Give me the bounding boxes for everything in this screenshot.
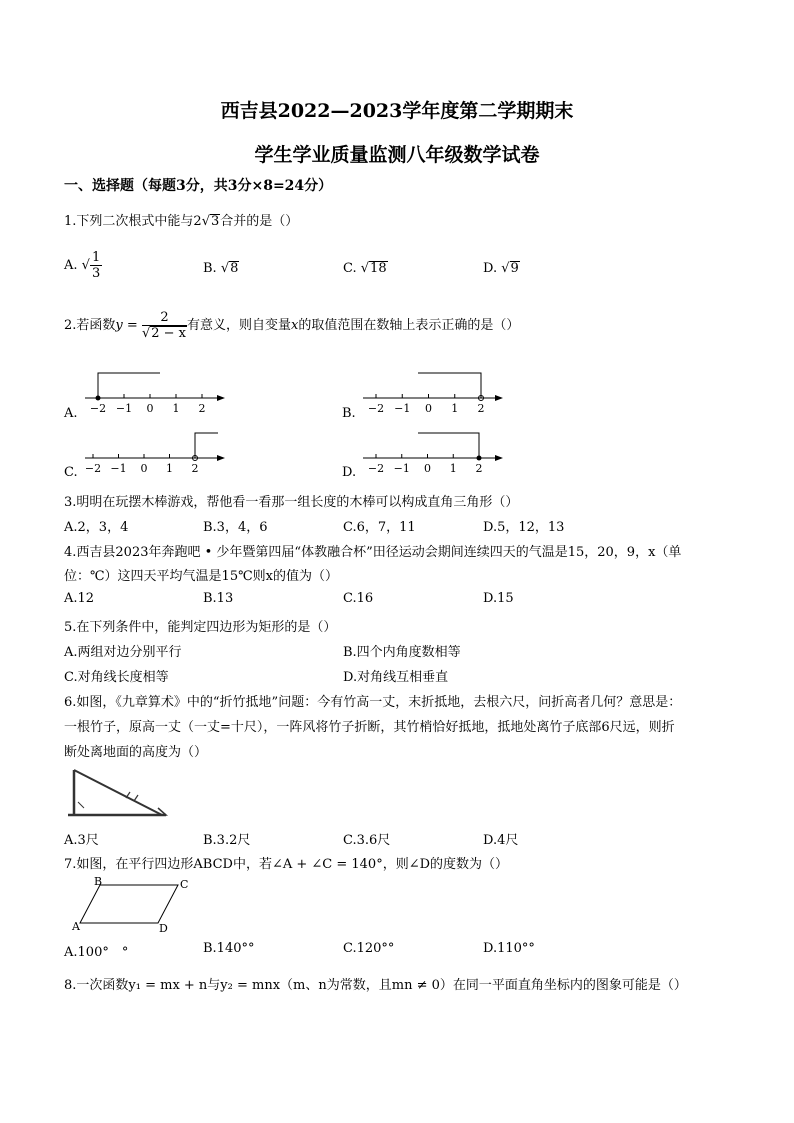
q2-a-numberline	[80, 365, 230, 420]
q5-option-c: C.对角线长度相等	[64, 670, 169, 685]
question-6-line-2: 一根竹子，原高一丈（一丈=十尺），一阵风将竹子折断，其竹梢恰好抵地，抵地处离竹子底部6尺远，则折	[64, 720, 675, 735]
tick-label: 2	[198, 402, 206, 415]
q2-var-x: x	[291, 318, 299, 333]
question-8: 8.一次函数y₁ = mx + n与y₂ = mnx（m、n为常数，且mn ≠ 0）在同一平面直角坐标内的图象可能是（）	[64, 978, 687, 993]
q3-option-c: C.6，7，11	[343, 520, 416, 535]
q1-coef: 2	[193, 214, 202, 229]
tick-label: 2	[191, 462, 199, 475]
q1-option-a: A. √ $\frac{1}{3}$	[64, 250, 101, 281]
question-6-line-1: 6.如图，《九章算术》中的“折竹抵地”问题：今有竹高一丈，末折抵地，去根六尺，问折高者几何？意思是：	[64, 695, 682, 710]
q2-fraction: $\frac{2}{√2 - x}$	[141, 310, 186, 341]
q2-b-numberline	[358, 365, 508, 420]
tick-label: 0	[425, 402, 432, 415]
bamboo-mark	[78, 802, 84, 808]
parallelogram-figure	[70, 873, 195, 935]
q7-option-c: C.120°°	[343, 941, 395, 956]
tick-label: 1	[451, 402, 459, 415]
q1-radicand: 3	[210, 214, 220, 229]
question-5: 5.在下列条件中，能判定四边形为矩形的是（）	[64, 620, 337, 635]
q1-a-label: A.	[64, 258, 78, 273]
q4-option-d: D.15	[483, 591, 514, 606]
q2-a-arrow	[217, 395, 225, 401]
q1-a-num: 1	[91, 250, 101, 265]
question-2	[64, 310, 519, 341]
q7-option-d: D.110°°	[483, 941, 535, 956]
tick-label: −2	[367, 402, 385, 415]
q5-option-a: A.两组对边分别平行	[64, 645, 182, 660]
section-heading: 一、选择题（每题3分，共3分×8=24分）	[64, 178, 333, 194]
q2-b-arrow	[495, 395, 503, 401]
tick-label: −1	[115, 402, 133, 415]
tick-label: 0	[424, 462, 431, 475]
tick-label: 0	[140, 462, 148, 475]
q2-text-1: 有意义，则自变量	[187, 318, 292, 333]
vertex-d-label: D	[159, 922, 168, 935]
q2-d-label: D.	[342, 465, 357, 480]
q6-option-c: C.3.6尺	[343, 833, 391, 848]
q2-c-bracket	[195, 433, 218, 458]
q1-c-label: C.	[343, 261, 357, 276]
q2-num: 2	[142, 310, 187, 326]
vertex-c-label: C	[180, 878, 189, 891]
q1-text-post: 合并的是（）	[220, 214, 299, 229]
q4-option-a: A.12	[64, 591, 95, 606]
q6-option-a: A.3尺	[64, 833, 99, 848]
q2-a-label: A.	[64, 406, 78, 421]
tick-label: 1	[166, 462, 173, 475]
question-7: 7.如图，在平行四边形ABCD中，若∠A + ∠C = 140°，则∠D的度数为（）	[64, 857, 509, 872]
q2-b-bracket	[418, 373, 481, 398]
title-line-2: 学生学业质量监测八年级数学试卷	[254, 144, 540, 166]
q2-text-pre: 2.若函数	[64, 318, 116, 333]
vertex-a-label: A	[72, 920, 80, 933]
q2-b-label: B.	[342, 406, 356, 421]
tick-label: −2	[89, 402, 107, 415]
q2-a-bracket	[98, 373, 160, 398]
q1-a-fraction	[90, 250, 102, 281]
question-6-line-3: 断处离地面的高度为（）	[64, 745, 208, 760]
q7-option-b: B.140°°	[203, 941, 255, 956]
q4-option-b: B.13	[203, 591, 234, 606]
q2-b-ticks	[368, 394, 485, 415]
q2-var-y: y	[115, 318, 123, 333]
q2-c-label: C.	[64, 465, 78, 480]
tick-label: 0	[146, 402, 154, 415]
q5-option-d: D.对角线互相垂直	[343, 670, 449, 685]
vertex-b-label: B	[94, 875, 103, 888]
q2-c-ticks	[85, 454, 199, 475]
question-3: 3.明明在玩摆木棒游戏，帮他看一看那一组长度的木棒可以构成直角三角形（）	[64, 495, 519, 510]
q1-d-label: D.	[483, 261, 498, 276]
q5-option-b: B.四个内角度数相等	[343, 645, 461, 660]
question-1: 1.下列二次根式中能与2√3合并的是（）	[64, 214, 299, 229]
bamboo-broken-top	[74, 770, 162, 815]
q6-option-b: B.3.2尺	[203, 833, 251, 848]
tick-label: −2	[367, 462, 385, 475]
tick-label: −1	[110, 462, 127, 475]
q1-option-c: C. √18	[343, 261, 387, 276]
q2-c-arrow	[217, 455, 225, 461]
q2-eq: =	[122, 318, 142, 333]
bamboo-figure	[66, 768, 176, 820]
q1-text-pre: 1.下列二次根式中能与	[64, 214, 194, 229]
tick-label: 1	[172, 402, 180, 415]
tick-label: 2	[477, 402, 485, 415]
q4-option-c: C.16	[343, 591, 374, 606]
q3-option-a: A.2，3，4	[64, 520, 129, 535]
q2-d-numberline	[358, 427, 508, 482]
q1-b-label: B.	[203, 261, 217, 276]
tick-label: 1	[449, 462, 457, 475]
q3-option-d: D.5，12，13	[483, 520, 565, 535]
q2-text-2: 的取值范围在数轴上表示正确的是（）	[298, 318, 520, 333]
question-4-line-2: 位：℃）这四天平均气温是15℃则x的值为（）	[64, 569, 338, 584]
q2-d-arrow	[495, 455, 503, 461]
q7-option-a: A.100° °	[64, 945, 129, 960]
question-4-line-1: 4.西吉县2023年奔跑吧 • 少年暨第四届“体教融合杯”田径运动会期间连续四天的气温是15，20，9，x（单	[64, 545, 682, 560]
parallelogram-abcd	[80, 885, 178, 923]
q2-a-ticks	[90, 394, 206, 415]
q1-option-b: B. √8	[203, 261, 239, 276]
tick-label: −1	[394, 402, 411, 415]
q2-d-ticks	[368, 454, 483, 475]
q1-d-radicand: 9	[510, 261, 519, 276]
tick-label: −2	[84, 462, 102, 475]
title-line-1: 西吉县2022—2023学年度第二学期期末	[220, 100, 574, 122]
q6-option-d: D.4尺	[483, 833, 519, 848]
q2-den: 2 − x	[151, 326, 186, 341]
q2-c-numberline	[80, 427, 230, 482]
q1-a-den: 3	[91, 266, 101, 281]
q1-b-radicand: 8	[230, 261, 239, 276]
tick-label: −1	[393, 462, 410, 475]
q3-option-b: B.3，4，6	[203, 520, 268, 535]
q1-c-radicand: 18	[370, 261, 387, 276]
tick-label: 2	[475, 462, 483, 475]
q1-option-d: D. √9	[483, 261, 519, 276]
